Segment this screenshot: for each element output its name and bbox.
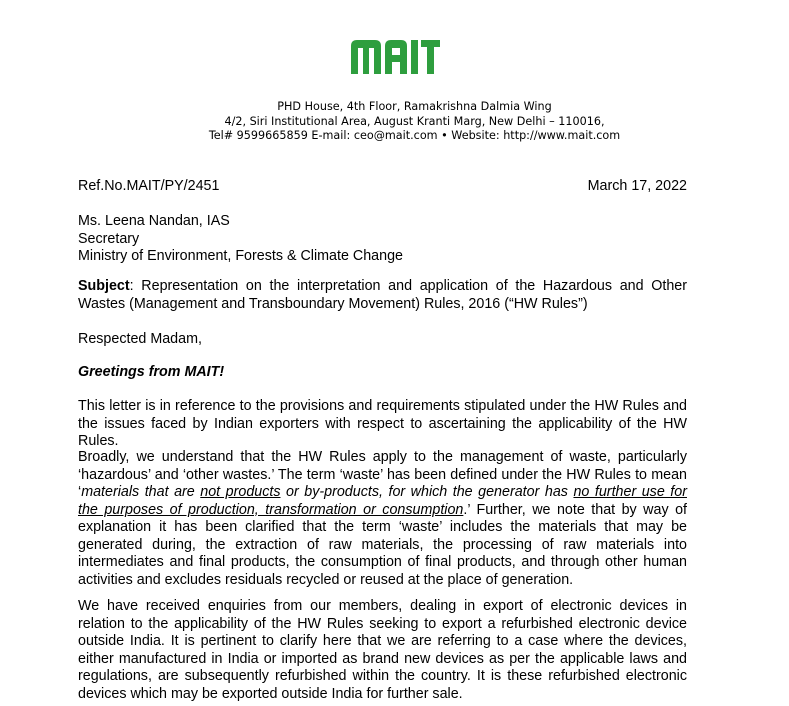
letter-date: March 17, 2022 [587, 178, 687, 194]
addressee-ministry: Ministry of Environment, Forests & Climate Change [78, 248, 403, 264]
addressee-title: Secretary [78, 230, 140, 247]
reference-number: Ref.No.MAIT/PY/2451 [78, 178, 220, 194]
subject-line [78, 278, 687, 313]
paragraph-2 [78, 449, 687, 589]
letterhead-address [0, 100, 789, 144]
address-line-3: Tel# 9599665859 E-mail: ceo@mait.com • Website: http://www.mait.com [208, 129, 621, 142]
p2-underline-1: not products [200, 484, 281, 500]
reference-row [78, 178, 687, 196]
mait-logo-mark [349, 36, 441, 76]
address-line-1: PHD House, 4th Floor, Ramakrishna Dalmia Wing [277, 100, 552, 113]
p2-underline-2: no further use for the purposes of production, transformation or consumption [78, 484, 687, 518]
addressee-name: Ms. Leena Nandan, IAS [78, 213, 230, 229]
addressee-block [78, 213, 687, 266]
p2-text-2: .’ Further, we note that by way of explanation it has been clarified that the term ‘waste’ includes the materials that may be generated during, the extraction of raw materials, the processing of raw materials into intermediates and final products, the consumption of final products, and through other human activities and excludes residuals recycled or reused at the place of generation. [78, 501, 687, 588]
subject-text: : Representation on the interpretation and application of the Hazardous and Other Wastes (Management and Transboundary Movement) Rules, 2016 (“HW Rules”) [78, 278, 687, 312]
paragraph-1: This letter is in reference to the provisions and requirements stipulated under the HW Rules and the issues faced by Indian exporters with respect to ascertaining the applicability of the HW Rules. [78, 398, 687, 449]
p2-text-1: Broadly, we understand that the HW Rules apply to the management of waste, particularly ‘hazardous’ and ‘other wastes.’ The term ‘waste’ has been defined under the HW Rules to mean ‘ [78, 449, 687, 500]
p2-italic-2: or by-products, for which the generator has [280, 484, 574, 500]
salutation: Respected Madam, [78, 331, 202, 347]
p2-italic-1: materials that are [81, 484, 201, 500]
mait-logo [0, 36, 789, 81]
subject-label: Subject [78, 278, 130, 294]
paragraph-3: We have received enquiries from our members, dealing in export of electronic devices in relation to the applicability of the HW Rules seeking to export a refurbished electronic device outside India. It is pertinent to clarify here that we are referring to a case where the devices, either manufactured in India or imported as brand new devices as per the applicable laws and regulations, are subsequently refurbished within the country. It is these refurbished electronic devices which may be exported outside India for further sale. [78, 598, 687, 702]
address-line-2: 4/2, Siri Institutional Area, August Kranti Marg, New Delhi – 110016, [224, 114, 605, 128]
greeting: Greetings from MAIT! [78, 364, 225, 380]
